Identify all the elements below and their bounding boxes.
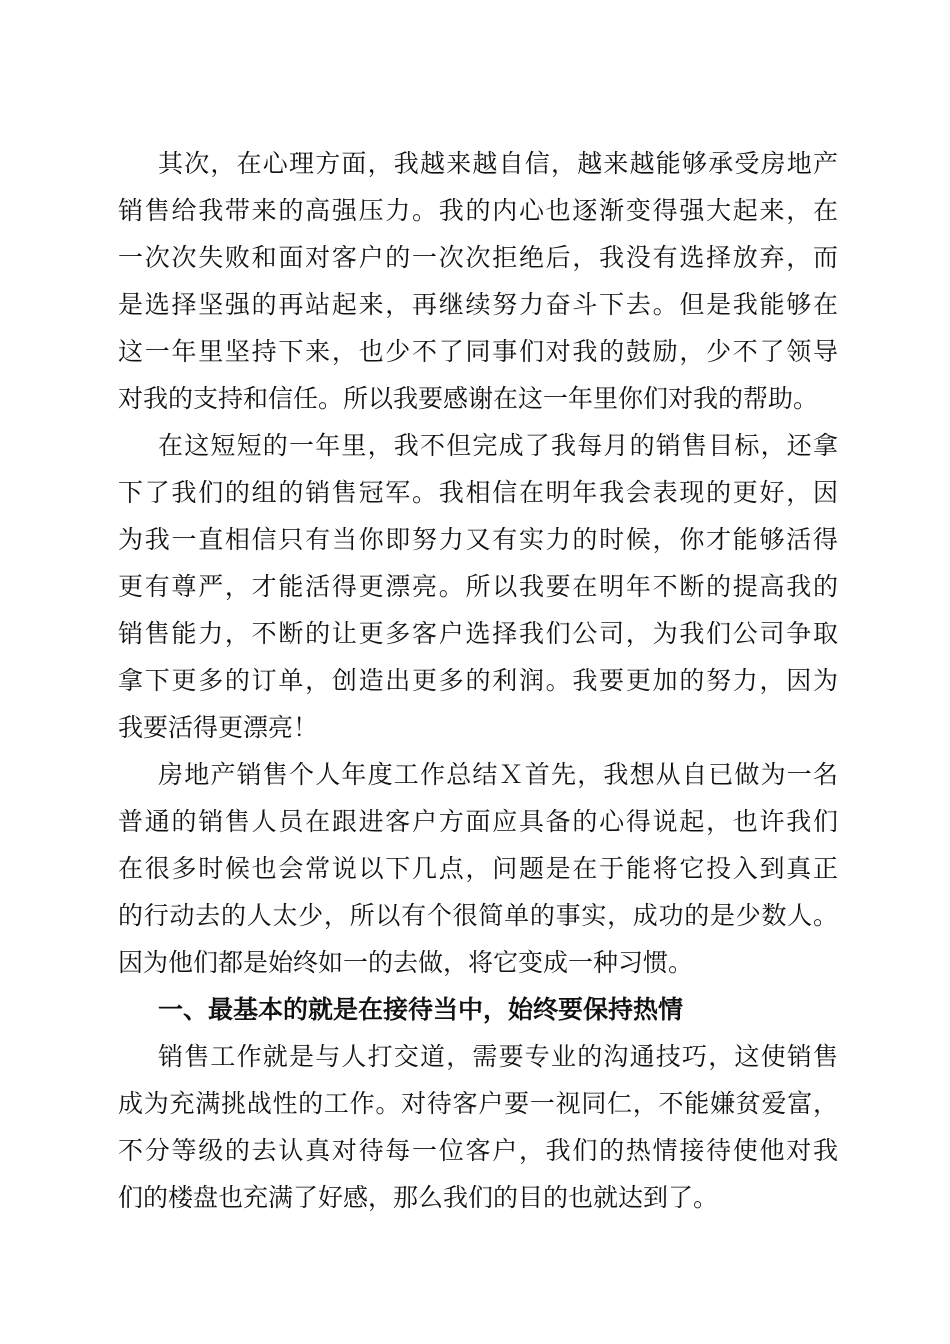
text-line: 们的楼盘也充满了好感，那么我们的目的也就达到了。 xyxy=(118,1183,719,1212)
text-line: 拿下更多的订单，创造出更多的利润。我要更加的努力，因为 xyxy=(118,666,838,695)
document-body xyxy=(118,140,838,1221)
text-line: 销售能力，不断的让更多客户选择我们公司，为我们公司争取 xyxy=(118,619,838,648)
text-line: 为我一直相信只有当你即努力又有实力的时候，你才能够活得 xyxy=(118,525,838,554)
text-line: 房地产销售个人年度工作总结Ｘ首先，我想从自已做为一名 xyxy=(158,760,838,789)
text-line: 因为他们都是始终如一的去做，将它变成一种习惯。 xyxy=(118,948,694,977)
text-line: 的行动去的人太少，所以有个很简单的事实，成功的是少数人。 xyxy=(118,901,838,930)
text-line: 是选择坚强的再站起来，再继续努力奋斗下去。但是我能够在 xyxy=(118,290,838,319)
paragraph-summary-intro xyxy=(118,751,838,986)
text-line: 普通的销售人员在跟进客户方面应具备的心得说起，也许我们 xyxy=(118,807,838,836)
text-line: 其次，在心理方面，我越来越自信，越来越能够承受房地产 xyxy=(158,149,838,178)
text-line: 更有尊严，才能活得更漂亮。所以我要在明年不断的提高我的 xyxy=(118,572,838,601)
paragraph-psychology xyxy=(118,140,838,422)
paragraph-enthusiasm xyxy=(118,1033,838,1221)
section-heading xyxy=(118,986,838,1033)
text-line: 一次次失败和面对客户的一次次拒绝后，我没有选择放弃，而 xyxy=(118,243,838,272)
text-line: 我要活得更漂亮！ xyxy=(118,713,319,742)
text-line: 下了我们的组的销售冠军。我相信在明年我会表现的更好，因 xyxy=(118,478,838,507)
text-line: 不分等级的去认真对待每一位客户，我们的热情接待使他对我 xyxy=(118,1136,838,1165)
text-line: 成为充满挑战性的工作。对待客户要一视同仁，不能嫌贫爱富， xyxy=(118,1089,838,1118)
text-line: 销售给我带来的高强压力。我的内心也逐渐变得强大起来，在 xyxy=(118,196,838,225)
text-line: 在这短短的一年里，我不但完成了我每月的销售目标，还拿 xyxy=(158,431,838,460)
text-line: 这一年里坚持下来，也少不了同事们对我的鼓励，少不了领导 xyxy=(118,337,838,366)
paragraph-achievement xyxy=(118,422,838,751)
text-line: 在很多时候也会常说以下几点，问题是在于能将它投入到真正 xyxy=(118,854,838,883)
text-line: 对我的支持和信任。所以我要感谢在这一年里你们对我的帮助。 xyxy=(118,384,819,413)
section-heading-text: 一、最基本的就是在接待当中，始终要保持热情 xyxy=(158,995,684,1024)
text-line: 销售工作就是与人打交道，需要专业的沟通技巧，这使销售 xyxy=(158,1042,838,1071)
